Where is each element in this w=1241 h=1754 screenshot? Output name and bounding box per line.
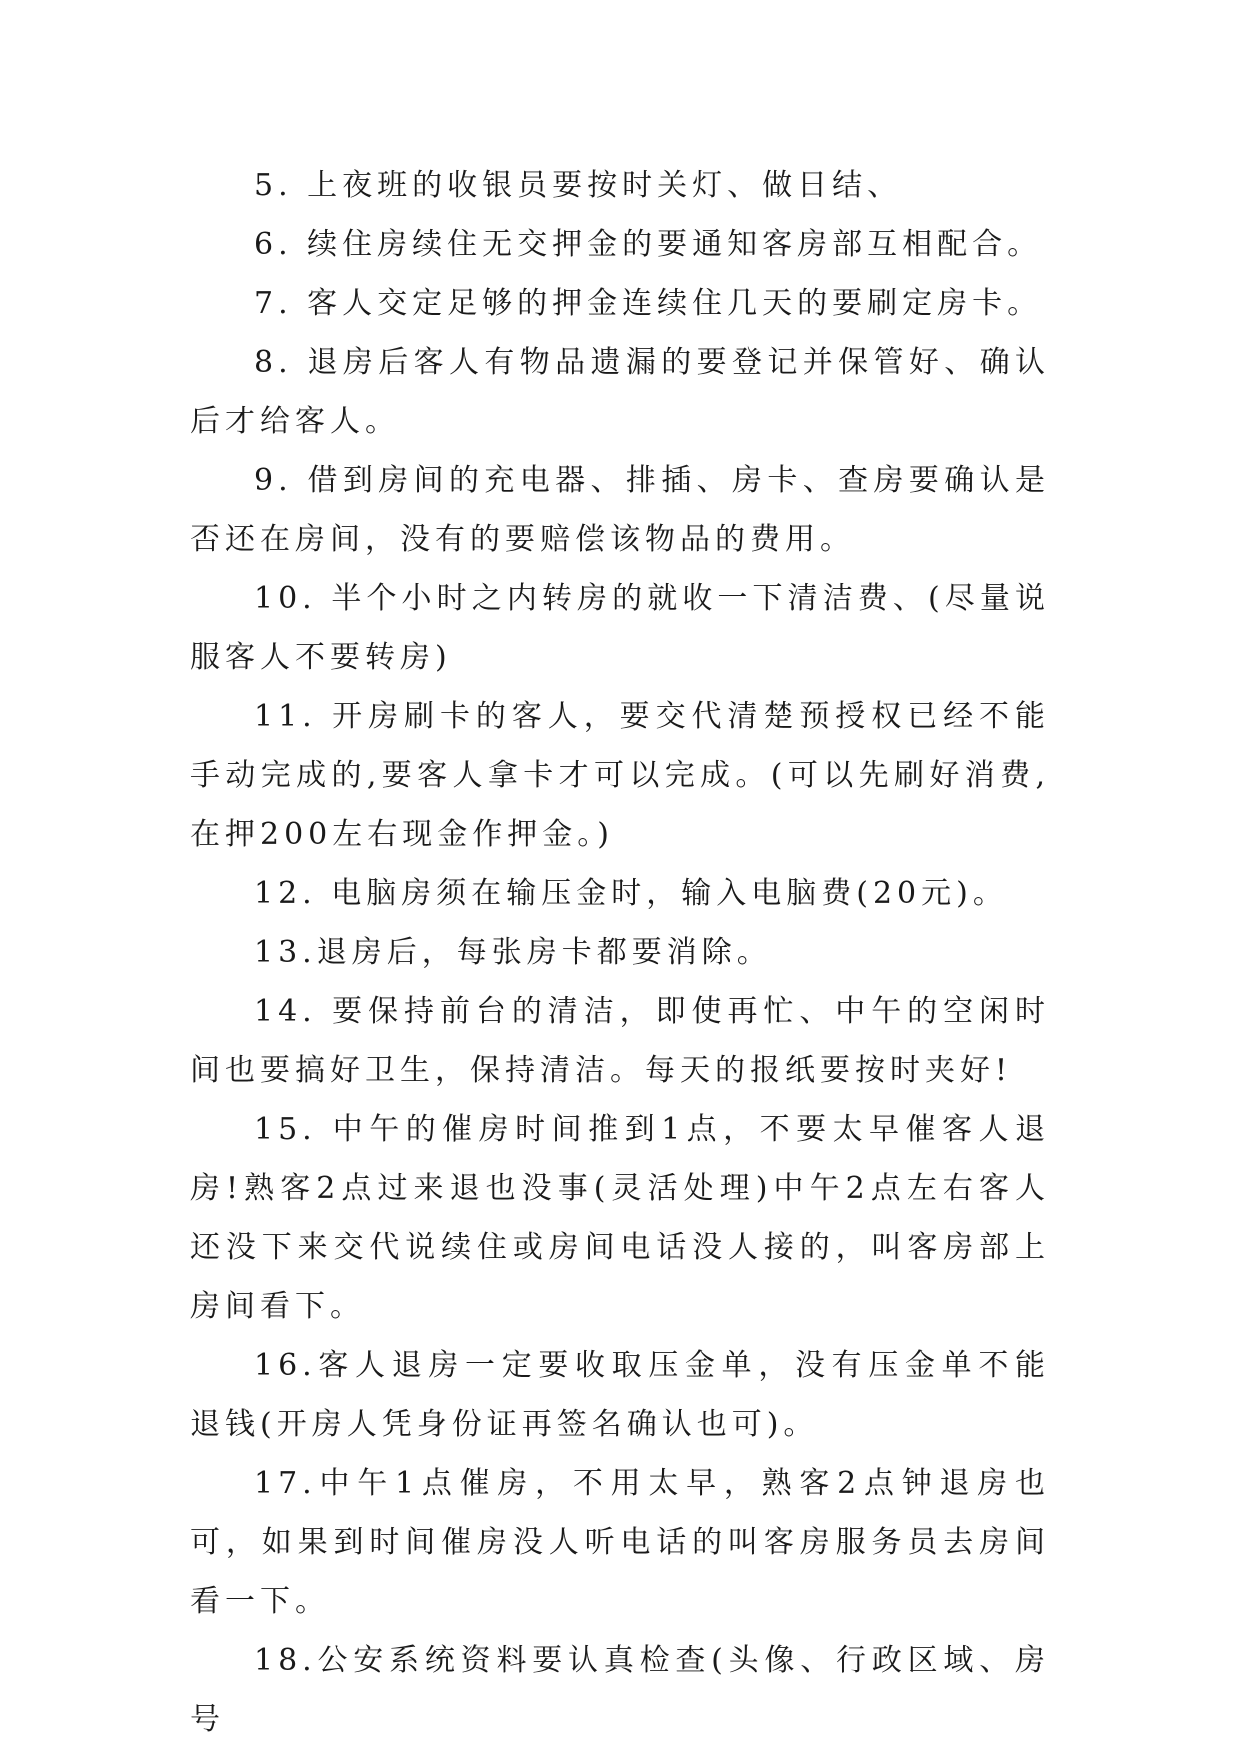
paragraph-item-17: 17.中午1点催房，不用太早，熟客2点钟退房也可，如果到时间催房没人听电话的叫客房服务员去房间看一下。 <box>190 1466 1050 1619</box>
paragraph-item-6: 6. 续住房续住无交押金的要通知客房部互相配合。 <box>254 227 1043 262</box>
paragraph-item-5: 5. 上夜班的收银员要按时关灯、做日结、 <box>254 168 903 203</box>
paragraph-item-13: 13.退房后，每张房卡都要消除。 <box>254 935 772 970</box>
document-body <box>190 156 1050 1749</box>
paragraph-item-12: 12. 电脑房须在输压金时，输入电脑费(20元)。 <box>254 876 1008 911</box>
paragraph-item-10: 10. 半个小时之内转房的就收一下清洁费、(尽量说服客人不要转房) <box>190 581 1050 675</box>
paragraph-item-8: 8. 退房后客人有物品遗漏的要登记并保管好、确认后才给客人。 <box>190 345 1050 439</box>
paragraph-item-16: 16.客人退房一定要收取压金单，没有压金单不能退钱(开房人凭身份证再签名确认也可)。 <box>190 1348 1050 1442</box>
paragraph-item-11: 11. 开房刷卡的客人，要交代清楚预授权已经不能手动完成的,要客人拿卡才可以完成。(可以先刷好消费,在押200左右现金作押金。) <box>190 699 1050 852</box>
paragraph-item-14: 14. 要保持前台的清洁，即使再忙、中午的空闲时间也要搞好卫生，保持清洁。每天的报纸要按时夹好! <box>190 994 1050 1088</box>
paragraph-item-15: 15. 中午的催房时间推到1点，不要太早催客人退房!熟客2点过来退也没事(灵活处理)中午2点左右客人还没下来交代说续住或房间电话没人接的，叫客房部上房间看下。 <box>190 1112 1050 1324</box>
paragraph-item-9: 9. 借到房间的充电器、排插、房卡、查房要确认是否还在房间，没有的要赔偿该物品的费用。 <box>190 463 1050 557</box>
paragraph-item-18: 18.公安系统资料要认真检查(头像、行政区域、房号 <box>190 1643 1050 1737</box>
paragraph-item-7: 7. 客人交定足够的押金连续住几天的要刷定房卡。 <box>254 286 1043 321</box>
